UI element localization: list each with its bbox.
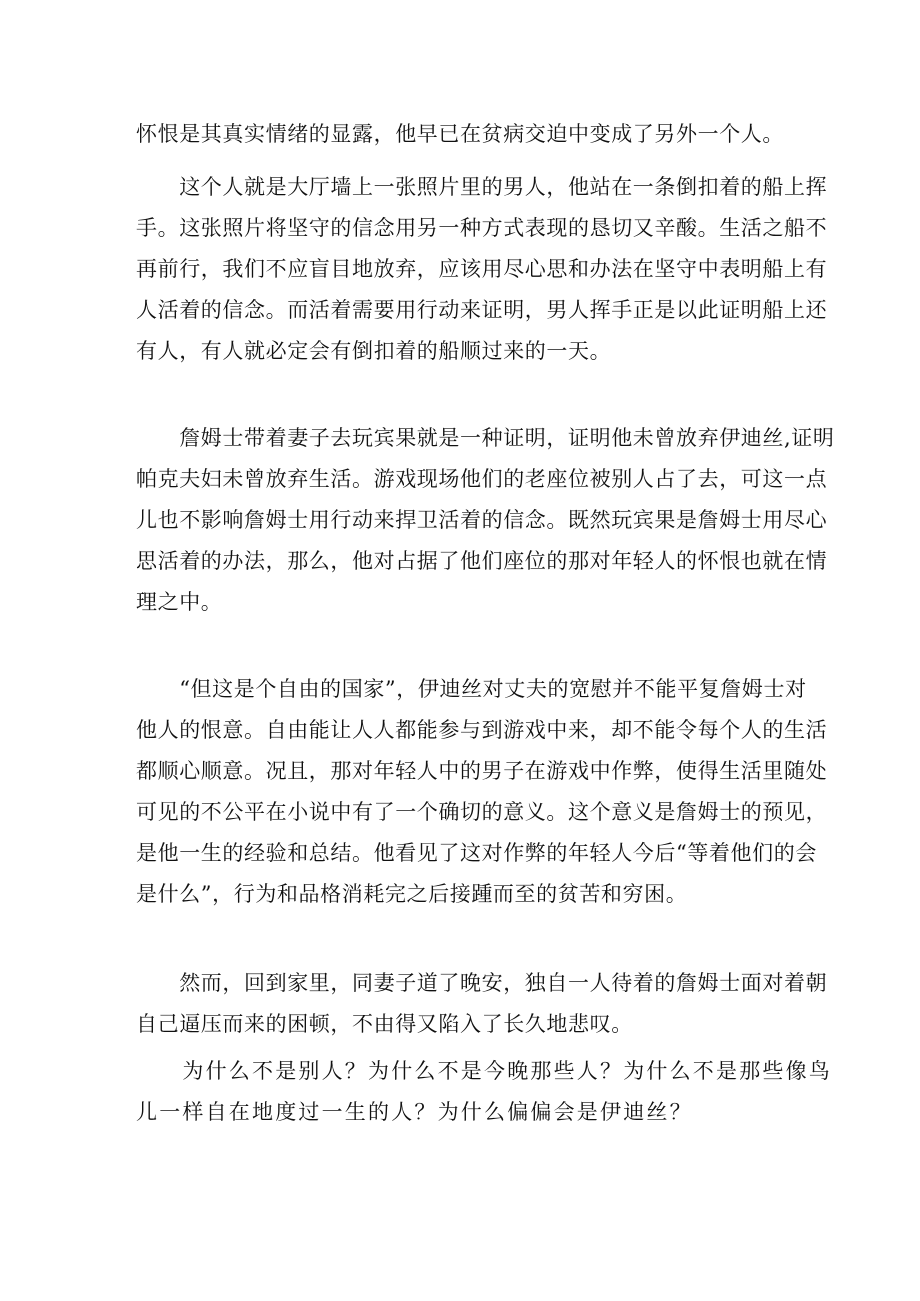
paragraph-line: 理之中。 bbox=[136, 590, 223, 614]
paragraph-3 bbox=[136, 418, 835, 623]
paragraph-line: 自己逼压而来的困顿，不由得又陷入了长久地悲叹。 bbox=[136, 1012, 633, 1036]
paragraph-line: 再前行，我们不应盲目地放弃，应该用尽心思和办法在坚守中表明船上有 bbox=[136, 257, 828, 281]
paragraph-line: 思活着的办法，那么，他对占据了他们座位的那对年轻人的怀恨也就在情 bbox=[136, 549, 828, 573]
paragraph-line: 帕克夫妇未曾放弃生活。游戏现场他们的老座位被别人占了去，可这一点 bbox=[136, 467, 828, 491]
paragraph-line: 然而，回到家里，同妻子道了晚安，独自一人待着的詹姆士面对着朝 bbox=[136, 971, 828, 995]
paragraph-1 bbox=[136, 114, 796, 155]
paragraph-line: 是他一生的经验和总结。他看见了这对作弊的年轻人今后“等着他们的会 bbox=[136, 841, 817, 865]
paragraph-line: 有人，有人就必定会有倒扣着的船顺过来的一天。 bbox=[136, 339, 612, 363]
paragraph-line: 人活着的信念。而活着需要用行动来证明，男人挥手正是以此证明船上还 bbox=[136, 298, 828, 322]
paragraph-line: 詹姆士带着妻子去玩宾果就是一种证明，证明他未曾放弃伊迪丝,证明 bbox=[136, 426, 835, 450]
paragraph-line: 这个人就是大厅墙上一张照片里的男人，他站在一条倒扣着的船上挥 bbox=[136, 175, 828, 199]
paragraph-6 bbox=[136, 1051, 832, 1133]
paragraph-line: 手。这张照片将坚守的信念用另一种方式表现的恳切又辛酸。生活之船不 bbox=[136, 216, 828, 240]
paragraph-line: 他人的恨意。自由能让人人都能参与到游戏中来，却不能令每个人的生活 bbox=[136, 718, 828, 742]
paragraph-2 bbox=[136, 167, 828, 372]
paragraph-line: 都顺心顺意。况且，那对年轻人中的男子在游戏中作弊，使得生活里随处 bbox=[136, 759, 828, 783]
paragraph-4 bbox=[136, 669, 828, 915]
paragraph-line: 为什么不是别人？为什么不是今晚那些人？为什么不是那些像鸟 bbox=[136, 1059, 832, 1083]
paragraph-line: 是什么”，行为和品格消耗完之后接踵而至的贫苦和穷困。 bbox=[136, 882, 688, 906]
paragraph-line: “但这是个自由的国家”，伊迪丝对丈夫的宽慰并不能平复詹姆士对 bbox=[136, 677, 807, 701]
paragraph-line: 儿也不影响詹姆士用行动来捍卫活着的信念。既然玩宾果是詹姆士用尽心 bbox=[136, 508, 828, 532]
paragraph-line: 可见的不公平在小说中有了一个确切的意义。这个意义是詹姆士的预见， bbox=[136, 800, 828, 824]
paragraph-5 bbox=[136, 963, 828, 1045]
paragraph-line: 儿一样自在地度过一生的人？为什么偏偏会是伊迪丝？ bbox=[136, 1100, 693, 1124]
paragraph-line: 怀恨是其真实情绪的显露，他早已在贫病交迫中变成了另外一个人。 bbox=[136, 122, 784, 146]
